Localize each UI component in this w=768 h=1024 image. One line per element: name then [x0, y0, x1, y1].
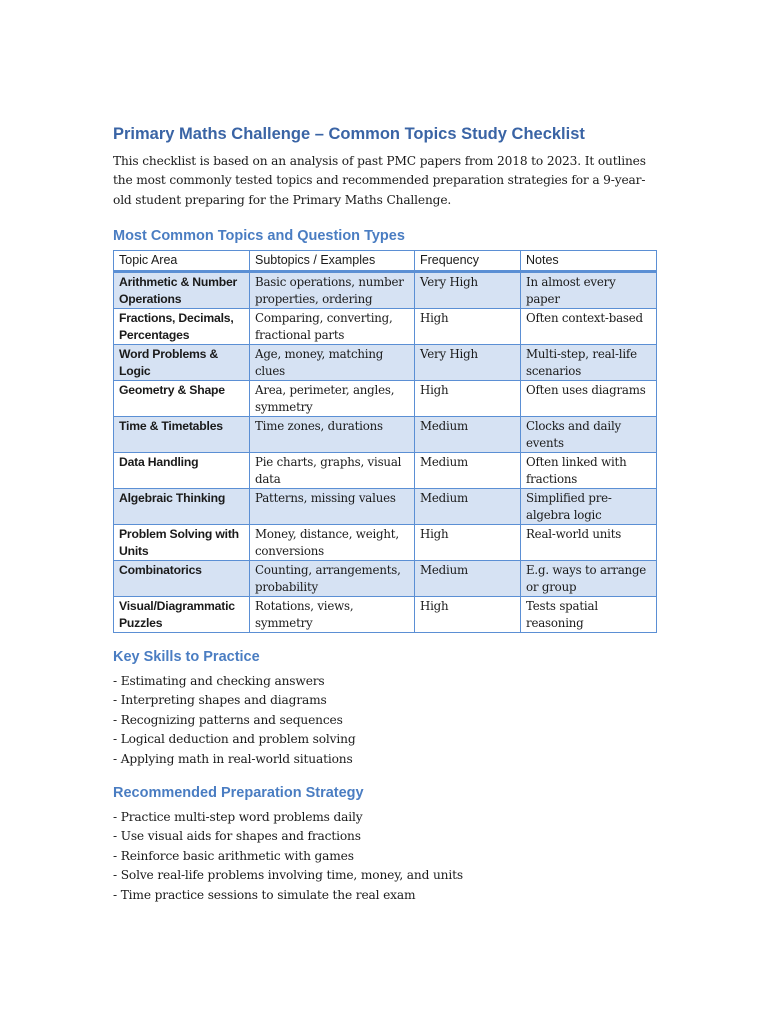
- notes-cell: Simplified pre-algebra logic: [521, 488, 657, 524]
- frequency-cell: Medium: [415, 560, 521, 596]
- notes-cell: Often uses diagrams: [521, 380, 657, 416]
- skills-heading: Key Skills to Practice: [113, 648, 260, 665]
- table-header-row: [114, 250, 657, 271]
- frequency-cell: High: [415, 308, 521, 344]
- topic-cell: Data Handling: [114, 452, 250, 488]
- subtopic-cell: Counting, arrangements, probability: [250, 560, 415, 596]
- table-row: [114, 596, 657, 632]
- list-item: - Applying math in real-world situations: [113, 751, 353, 766]
- strategy-heading: Recommended Preparation Strategy: [113, 784, 364, 801]
- list-item: - Practice multi-step word problems daily: [113, 809, 363, 824]
- strategy-list: [113, 808, 653, 905]
- table-row: [114, 344, 657, 380]
- topic-cell: Problem Solving with Units: [114, 524, 250, 560]
- notes-cell: E.g. ways to arrange or group: [521, 560, 657, 596]
- list-item: - Recognizing patterns and sequences: [113, 712, 343, 727]
- subtopic-cell: Rotations, views, symmetry: [250, 596, 415, 632]
- notes-cell: In almost every paper: [521, 271, 657, 308]
- list-item: - Use visual aids for shapes and fractions: [113, 829, 361, 844]
- subtopic-cell: Basic operations, number properties, ordering: [250, 271, 415, 308]
- table-row: [114, 308, 657, 344]
- header-subtopics: Subtopics / Examples: [250, 250, 415, 271]
- frequency-cell: High: [415, 524, 521, 560]
- topic-cell: Visual/Diagrammatic Puzzles: [114, 596, 250, 632]
- frequency-cell: Very High: [415, 344, 521, 380]
- header-frequency: Frequency: [415, 250, 521, 271]
- notes-cell: Clocks and daily events: [521, 416, 657, 452]
- table-row: [114, 271, 657, 308]
- list-item: - Time practice sessions to simulate the real exam: [113, 887, 416, 902]
- table-row: [114, 488, 657, 524]
- list-item: - Reinforce basic arithmetic with games: [113, 848, 354, 863]
- topic-cell: Word Problems & Logic: [114, 344, 250, 380]
- subtopic-cell: Age, money, matching clues: [250, 344, 415, 380]
- topic-cell: Geometry & Shape: [114, 380, 250, 416]
- topic-cell: Time & Timetables: [114, 416, 250, 452]
- list-item: - Estimating and checking answers: [113, 673, 325, 688]
- subtopic-cell: Time zones, durations: [250, 416, 415, 452]
- notes-cell: Tests spatial reasoning: [521, 596, 657, 632]
- topic-cell: Combinatorics: [114, 560, 250, 596]
- document-title: Primary Maths Challenge – Common Topics Study Checklist: [113, 125, 585, 143]
- intro-paragraph: This checklist is based on an analysis of past PMC papers from 2018 to 2023. It outlines the most commonly tested topics and recommended preparation strategies for a 9-year-old student preparing for the Primary Maths Challenge.: [113, 154, 646, 207]
- frequency-cell: Very High: [415, 271, 521, 308]
- document-page: [113, 122, 653, 905]
- notes-cell: Often context-based: [521, 308, 657, 344]
- frequency-cell: High: [415, 380, 521, 416]
- header-notes: Notes: [521, 250, 657, 271]
- list-item: - Interpreting shapes and diagrams: [113, 693, 327, 708]
- table-row: [114, 416, 657, 452]
- topic-cell: Fractions, Decimals, Percentages: [114, 308, 250, 344]
- list-item: - Solve real-life problems involving time, money, and units: [113, 868, 463, 883]
- notes-cell: Real-world units: [521, 524, 657, 560]
- table-row: [114, 452, 657, 488]
- frequency-cell: Medium: [415, 488, 521, 524]
- frequency-cell: Medium: [415, 452, 521, 488]
- notes-cell: Often linked with fractions: [521, 452, 657, 488]
- topics-heading: Most Common Topics and Question Types: [113, 227, 405, 244]
- topic-cell: Algebraic Thinking: [114, 488, 250, 524]
- skills-list: [113, 672, 653, 769]
- list-item: - Logical deduction and problem solving: [113, 732, 356, 747]
- header-topic-area: Topic Area: [114, 250, 250, 271]
- subtopic-cell: Pie charts, graphs, visual data: [250, 452, 415, 488]
- subtopic-cell: Money, distance, weight, conversions: [250, 524, 415, 560]
- subtopic-cell: Area, perimeter, angles, symmetry: [250, 380, 415, 416]
- frequency-cell: Medium: [415, 416, 521, 452]
- table-row: [114, 380, 657, 416]
- frequency-cell: High: [415, 596, 521, 632]
- table-row: [114, 524, 657, 560]
- topic-cell: Arithmetic & Number Operations: [114, 271, 250, 308]
- subtopic-cell: Patterns, missing values: [250, 488, 415, 524]
- topics-table: [113, 250, 657, 633]
- subtopic-cell: Comparing, converting, fractional parts: [250, 308, 415, 344]
- table-row: [114, 560, 657, 596]
- notes-cell: Multi-step, real-life scenarios: [521, 344, 657, 380]
